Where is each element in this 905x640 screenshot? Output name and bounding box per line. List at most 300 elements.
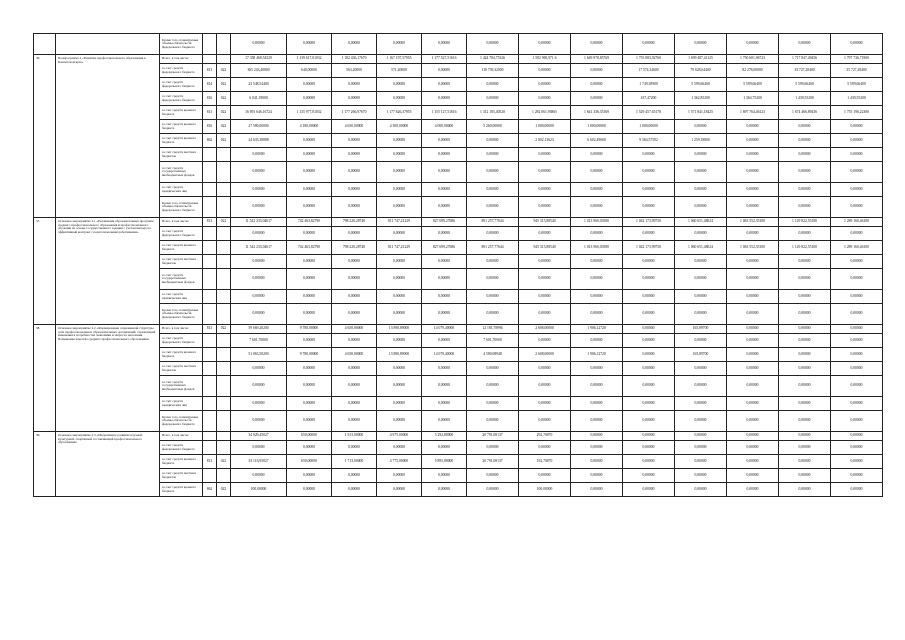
amount-cell: 0,00000 <box>779 227 831 241</box>
amount-cell: 2 608,00000 <box>519 325 571 334</box>
gr-code-cell <box>203 441 217 455</box>
amount-cell: 0,00000 <box>623 290 675 304</box>
amount-cell: 0,00000 <box>287 441 332 455</box>
amount-cell: 571,20000 <box>377 64 422 78</box>
program-code-cell: 022 <box>217 106 231 120</box>
amount-cell: 0,00000 <box>332 483 377 497</box>
amount-cell: 0,00000 <box>422 441 467 455</box>
amount-cell: 0,00000 <box>571 397 623 411</box>
amount-cell: 1 649 978,85769 <box>571 55 623 64</box>
amount-cell: 0,00000 <box>623 376 675 397</box>
amount-cell: 0,00000 <box>422 148 467 162</box>
amount-cell: 0,00000 <box>727 34 779 55</box>
amount-cell: 0,00000 <box>623 432 675 441</box>
amount-cell: 0,00000 <box>623 183 675 197</box>
gr-code-cell <box>203 334 217 348</box>
amount-cell: 1 906,12720 <box>571 325 623 334</box>
amount-cell: 4 580,08948 <box>467 348 519 362</box>
amount-cell: 0,00000 <box>422 269 467 290</box>
amount-cell: 0,00000 <box>422 134 467 148</box>
funding-source-cell: за счет средств федерального бюджета <box>160 227 203 241</box>
amount-cell: 1 177 527,51616 <box>422 55 467 64</box>
amount-cell: 1 289 160,46100 <box>831 241 883 255</box>
amount-cell: 0,00000 <box>779 134 831 148</box>
amount-cell: 1 713,00000 <box>332 455 377 469</box>
gr-code-cell <box>203 162 217 183</box>
amount-cell: 1 259,18800 <box>675 134 727 148</box>
amount-cell: 0,00000 <box>332 78 377 92</box>
amount-cell: 1 135 977,01032 <box>287 106 332 120</box>
amount-cell: 0,00000 <box>422 376 467 397</box>
amount-cell: 1 177 626,37955 <box>377 106 422 120</box>
amount-cell: 4 975,00000 <box>377 432 422 441</box>
amount-cell: 0,00000 <box>727 183 779 197</box>
gr-code-cell <box>203 348 217 362</box>
funding-source-cell: за счет средств местных бюджетов <box>160 255 203 269</box>
amount-cell: 640,00000 <box>287 64 332 78</box>
amount-cell: 0,00000 <box>571 197 623 218</box>
amount-cell: 13 890,89000 <box>377 325 422 334</box>
amount-cell: 0,00000 <box>779 162 831 183</box>
amount-cell: 0,00000 <box>231 290 287 304</box>
program-code-cell <box>217 469 231 483</box>
table-row <box>34 78 883 92</box>
amount-cell: 0,00000 <box>727 376 779 397</box>
amount-cell: 1 755 196,22300 <box>831 106 883 120</box>
table-row <box>34 483 883 497</box>
amount-cell: 1 000,00000 <box>519 120 571 134</box>
amount-cell: 2 802,13623 <box>519 134 571 148</box>
table-row <box>34 376 883 397</box>
amount-cell: 0,00000 <box>831 376 883 397</box>
amount-cell: 0,00000 <box>231 227 287 241</box>
amount-cell: 0,00000 <box>377 227 422 241</box>
amount-cell: 5 260,00000 <box>467 120 519 134</box>
amount-cell: 0,00000 <box>287 148 332 162</box>
amount-cell: 1 060 651,48024 <box>675 241 727 255</box>
table-row <box>34 162 883 183</box>
amount-cell: 0,00000 <box>831 34 883 55</box>
amount-cell: 0,00000 <box>467 227 519 241</box>
amount-cell: 11 542 233,04617 <box>231 241 287 255</box>
row-number-cell <box>34 34 56 55</box>
amount-cell: 0,00000 <box>231 376 287 397</box>
amount-cell: 0,00000 <box>675 304 727 325</box>
amount-cell: 0,00000 <box>332 269 377 290</box>
amount-cell: 0,00000 <box>422 34 467 55</box>
amount-cell: 563,20000 <box>332 64 377 78</box>
gr-code-cell <box>203 469 217 483</box>
amount-cell: 0,00000 <box>571 92 623 106</box>
amount-cell: 0,00000 <box>779 34 831 55</box>
amount-cell: 0,00000 <box>727 290 779 304</box>
amount-cell: 0,00000 <box>675 148 727 162</box>
table-row <box>34 106 883 120</box>
amount-cell: 6 602,49600 <box>571 134 623 148</box>
amount-cell: 0,00000 <box>422 197 467 218</box>
program-code-cell: 022 <box>217 120 231 134</box>
amount-cell: 0,00000 <box>831 432 883 441</box>
amount-cell: 0,00000 <box>623 148 675 162</box>
amount-cell: 1 013 960,03580 <box>571 241 623 255</box>
amount-cell: 4 650,00000 <box>332 348 377 362</box>
amount-cell: 0,00000 <box>831 441 883 455</box>
amount-cell: 0,00000 <box>571 34 623 55</box>
amount-cell: 0,00000 <box>422 227 467 241</box>
amount-cell: 0,00000 <box>675 183 727 197</box>
amount-cell: 0,00000 <box>519 197 571 218</box>
amount-cell: 0,00000 <box>571 255 623 269</box>
amount-cell: 650,00000 <box>287 432 332 441</box>
amount-cell: 292,70870 <box>519 432 571 441</box>
program-code-cell <box>217 348 231 362</box>
amount-cell: 27 580,00000 <box>231 120 287 134</box>
amount-cell: 0,00000 <box>422 397 467 411</box>
amount-cell: 82 278,00000 <box>727 64 779 78</box>
amount-cell: 0,00000 <box>422 362 467 376</box>
amount-cell: 0,00000 <box>231 304 287 325</box>
amount-cell: 0,00000 <box>675 432 727 441</box>
funding-source-cell: за счет средств федерального бюджета <box>160 78 203 92</box>
amount-cell: 0,00000 <box>422 469 467 483</box>
amount-cell: 0,00000 <box>519 162 571 183</box>
amount-cell: 0,00000 <box>779 348 831 362</box>
amount-cell: 0,00000 <box>727 325 779 334</box>
amount-cell: 0,00000 <box>287 334 332 348</box>
gr-code-cell: 862 <box>203 483 217 497</box>
amount-cell: 0,00000 <box>571 64 623 78</box>
measure-name-cell: Основное мероприятие 2.3 «Оперативное развитие научной, культурной, спортивной составляющей профессионального образования» <box>56 432 160 497</box>
amount-cell: 0,00000 <box>727 455 779 469</box>
amount-cell: 0,00000 <box>675 290 727 304</box>
funding-source-cell: за счет средств краевого бюджета <box>160 455 203 469</box>
table-body <box>34 34 883 497</box>
amount-cell: 0,00000 <box>831 411 883 432</box>
amount-cell: 0,00000 <box>287 483 332 497</box>
amount-cell: 4 180,00000 <box>287 120 332 134</box>
amount-cell: 0,00000 <box>571 432 623 441</box>
program-code-cell <box>217 55 231 64</box>
amount-cell: 0,00000 <box>332 334 377 348</box>
amount-cell: 0,00000 <box>231 255 287 269</box>
amount-cell: 165,89700 <box>675 325 727 334</box>
amount-cell: 0,00000 <box>779 362 831 376</box>
amount-cell: 0,00000 <box>831 290 883 304</box>
amount-cell: 0,00000 <box>467 162 519 183</box>
program-code-cell: 022 <box>217 78 231 92</box>
amount-cell: 0,00000 <box>727 348 779 362</box>
amount-cell: 0,00000 <box>519 78 571 92</box>
amount-cell: 0,00000 <box>779 432 831 441</box>
amount-cell: 1 282 061,93865 <box>519 106 571 120</box>
amount-cell: 5 895,80000 <box>422 455 467 469</box>
amount-cell: 1 000,00000 <box>623 120 675 134</box>
amount-cell: 1 439,55200 <box>831 92 883 106</box>
amount-cell: 0,00000 <box>571 362 623 376</box>
funding-source-cell: Кроме того, планируемые объемы обязательств федерального бюджета <box>160 304 203 325</box>
amount-cell: 1 000,00000 <box>571 120 623 134</box>
funding-source-cell: Всего, в том числе: <box>160 325 203 334</box>
amount-cell: 1 641 336,35169 <box>571 106 623 120</box>
amount-cell: 33 116,95027 <box>231 455 287 469</box>
table-row <box>34 411 883 432</box>
gr-code-cell <box>203 55 217 64</box>
gr-code-cell: 813 <box>203 455 217 469</box>
amount-cell: 827 699,27686 <box>422 241 467 255</box>
measure-name-cell: Подпрограмма 2 «Развитие профессионального образования в Камчатском крае» <box>56 55 160 218</box>
amount-cell: 0,00000 <box>779 441 831 455</box>
amount-cell: 0,00000 <box>519 92 571 106</box>
amount-cell: 0,00000 <box>571 269 623 290</box>
amount-cell: 0,00000 <box>675 162 727 183</box>
amount-cell: 0,00000 <box>332 134 377 148</box>
amount-cell: 1 060 651,48024 <box>675 218 727 227</box>
program-code-cell <box>217 362 231 376</box>
amount-cell: 0,00000 <box>727 269 779 290</box>
funding-source-cell: за счет средств федерального бюджета <box>160 92 203 106</box>
amount-cell: 0,00000 <box>519 397 571 411</box>
amount-cell: 891 257,77644 <box>467 241 519 255</box>
program-code-cell: 022 <box>217 218 231 227</box>
amount-cell: 1 182 436,17670 <box>332 55 377 64</box>
amount-cell: 1 424 784,75326 <box>467 55 519 64</box>
amount-cell: 0,00000 <box>467 362 519 376</box>
amount-cell: 0,00000 <box>571 227 623 241</box>
amount-cell: 0,00000 <box>332 255 377 269</box>
amount-cell: 1 582 969,971 6 <box>519 55 571 64</box>
funding-source-cell: за счет средств юридических лиц <box>160 397 203 411</box>
amount-cell: 34 029,45027 <box>231 432 287 441</box>
gr-code-cell <box>203 376 217 397</box>
amount-cell: 437,47200 <box>623 92 675 106</box>
gr-code-cell: 862 <box>203 134 217 148</box>
row-number-cell: 37. <box>34 218 56 325</box>
amount-cell: 0,00000 <box>623 455 675 469</box>
amount-cell: 0,00000 <box>831 183 883 197</box>
amount-cell: 0,00000 <box>332 34 377 55</box>
amount-cell: 0,00000 <box>332 162 377 183</box>
amount-cell: 0,00000 <box>779 197 831 218</box>
amount-cell: 0,00000 <box>467 78 519 92</box>
table-row <box>34 197 883 218</box>
amount-cell: 0,00000 <box>779 397 831 411</box>
table-row <box>34 183 883 197</box>
amount-cell: 0,00000 <box>519 441 571 455</box>
amount-cell: 0,00000 <box>675 441 727 455</box>
amount-cell: 0,00000 <box>779 376 831 397</box>
amount-cell: 5 599,66400 <box>675 78 727 92</box>
amount-cell: 0,00000 <box>727 162 779 183</box>
amount-cell: 0,00000 <box>332 92 377 106</box>
funding-source-cell: за счет средств государственных внебюджетных фондов <box>160 162 203 183</box>
amount-cell: 0,00000 <box>623 227 675 241</box>
amount-cell: 0,00000 <box>519 290 571 304</box>
amount-cell: 0,00000 <box>831 483 883 497</box>
amount-cell: 0,00000 <box>571 469 623 483</box>
table-row <box>34 432 883 441</box>
gr-code-cell <box>203 362 217 376</box>
amount-cell: 0,00000 <box>287 362 332 376</box>
amount-cell: 79 628,64400 <box>675 64 727 78</box>
amount-cell: 0,00000 <box>675 469 727 483</box>
amount-cell: 0,00000 <box>571 290 623 304</box>
amount-cell: 0,00000 <box>831 134 883 148</box>
amount-cell: 0,00000 <box>332 376 377 397</box>
funding-source-cell: за счет средств местных бюджетов <box>160 469 203 483</box>
table-row <box>34 269 883 290</box>
amount-cell: 0,00000 <box>422 290 467 304</box>
amount-cell: 1 155 127,51616 <box>422 106 467 120</box>
program-code-cell <box>217 334 231 348</box>
amount-cell: 0,00000 <box>675 269 727 290</box>
amount-cell: 0,00000 <box>422 255 467 269</box>
amount-cell: 0,00000 <box>727 362 779 376</box>
program-code-cell <box>217 376 231 397</box>
table-row <box>34 134 883 148</box>
amount-cell: 0,00000 <box>287 162 332 183</box>
gr-code-cell: 813 <box>203 64 217 78</box>
amount-cell: 0,00000 <box>467 411 519 432</box>
amount-cell: 0,00000 <box>779 120 831 134</box>
amount-cell: 1 177 266,97670 <box>332 106 377 120</box>
amount-cell: 6 041,19000 <box>231 92 287 106</box>
amount-cell: 1 129 822,55100 <box>779 241 831 255</box>
table-row <box>34 64 883 78</box>
amount-cell: 0,00000 <box>831 362 883 376</box>
funding-source-cell: за счет средств краевого бюджета <box>160 241 203 255</box>
gr-code-cell <box>203 227 217 241</box>
amount-cell: 0,00000 <box>467 92 519 106</box>
amount-cell: 12 181,78996 <box>467 325 519 334</box>
funding-source-cell: Всего, в том числе: <box>160 55 203 64</box>
program-code-cell <box>217 183 231 197</box>
funding-source-cell: за счет средств краевого бюджета <box>160 106 203 120</box>
amount-cell: 0,00000 <box>377 183 422 197</box>
amount-cell: 1 312 105,40520 <box>467 106 519 120</box>
amount-cell: 1 755 883,92760 <box>623 55 675 64</box>
amount-cell: 0,00000 <box>377 441 422 455</box>
amount-cell: 0,00000 <box>422 92 467 106</box>
gr-code-cell <box>203 183 217 197</box>
amount-cell: 0,00000 <box>831 334 883 348</box>
table-row <box>34 334 883 348</box>
amount-cell: 1 674 466,89436 <box>779 106 831 120</box>
amount-cell: 0,00000 <box>623 325 675 334</box>
amount-cell: 0,00000 <box>727 227 779 241</box>
table-row <box>34 304 883 325</box>
amount-cell: 1 042 173,99750 <box>623 218 675 227</box>
program-code-cell <box>217 432 231 441</box>
amount-cell: 742 463,82790 <box>287 241 332 255</box>
amount-cell: 0,00000 <box>779 483 831 497</box>
amount-cell: 11 542 233,04617 <box>231 218 287 227</box>
amount-cell: 0,00000 <box>675 397 727 411</box>
amount-cell: 0,00000 <box>377 148 422 162</box>
amount-cell: 0,00000 <box>675 362 727 376</box>
amount-cell: 0,00000 <box>571 183 623 197</box>
funding-source-cell: за счет средств государственных внебюджетных фондов <box>160 376 203 397</box>
amount-cell: 0,00000 <box>377 197 422 218</box>
amount-cell: 0,00000 <box>467 397 519 411</box>
amount-cell: 20 791,08137 <box>467 455 519 469</box>
amount-cell: 0,00000 <box>623 304 675 325</box>
gr-code-cell: 813 <box>203 218 217 227</box>
amount-cell: 0,00000 <box>377 376 422 397</box>
amount-cell: 0,00000 <box>332 304 377 325</box>
funding-source-cell: за счет средств юридических лиц <box>160 290 203 304</box>
table-row <box>34 469 883 483</box>
amount-cell: 0,00000 <box>287 469 332 483</box>
funding-source-cell: за счет средств краевого бюджета <box>160 134 203 148</box>
gr-code-cell <box>203 290 217 304</box>
gr-code-cell <box>203 397 217 411</box>
amount-cell: 0,00000 <box>377 397 422 411</box>
amount-cell: 1 042 173,99750 <box>623 241 675 255</box>
amount-cell: 0,00000 <box>727 148 779 162</box>
amount-cell: 0,00000 <box>287 78 332 92</box>
table-row <box>34 455 883 469</box>
amount-cell: 0,00000 <box>519 255 571 269</box>
amount-cell: 0,00000 <box>779 469 831 483</box>
amount-cell: 0,00000 <box>675 227 727 241</box>
amount-cell: 13 890,89000 <box>377 348 422 362</box>
amount-cell: 0,00000 <box>831 162 883 183</box>
amount-cell: 0,00000 <box>727 441 779 455</box>
amount-cell: 0,00000 <box>519 64 571 78</box>
amount-cell: 0,00000 <box>287 92 332 106</box>
program-code-cell <box>217 34 231 55</box>
amount-cell: 0,00000 <box>519 34 571 55</box>
gr-code-cell: 813 <box>203 325 217 334</box>
amount-cell: 0,00000 <box>519 304 571 325</box>
amount-cell: 0,00000 <box>231 269 287 290</box>
amount-cell: 1 571 841,18425 <box>675 106 727 120</box>
amount-cell: 0,00000 <box>377 483 422 497</box>
amount-cell: 0,00000 <box>467 469 519 483</box>
amount-cell: 0,00000 <box>467 255 519 269</box>
amount-cell: 742 463,82790 <box>287 218 332 227</box>
amount-cell: 0,00000 <box>675 334 727 348</box>
amount-cell: 1 749,38900 <box>623 78 675 92</box>
amount-cell: 0,00000 <box>377 269 422 290</box>
program-code-cell: 022 <box>217 134 231 148</box>
amount-cell: 0,00000 <box>377 304 422 325</box>
table-row <box>34 34 883 55</box>
program-code-cell: 022 <box>217 325 231 334</box>
table-row <box>34 255 883 269</box>
amount-cell: 0,00000 <box>519 362 571 376</box>
funding-source-cell: за счет средств федерального бюджета <box>160 334 203 348</box>
amount-cell: 650,00000 <box>287 455 332 469</box>
amount-cell: 35 727,28400 <box>831 64 883 78</box>
amount-cell: 1 063 552,35100 <box>727 218 779 227</box>
amount-cell: 0,00000 <box>231 362 287 376</box>
amount-cell: 0,00000 <box>727 304 779 325</box>
amount-cell: 0,00000 <box>571 334 623 348</box>
amount-cell: 811 747,21229 <box>377 241 422 255</box>
amount-cell: 0,00000 <box>623 362 675 376</box>
amount-cell: 5 599,66400 <box>727 78 779 92</box>
amount-cell: 0,00000 <box>779 411 831 432</box>
amount-cell: 0,00000 <box>519 411 571 432</box>
amount-cell: 14 079,40000 <box>422 325 467 334</box>
amount-cell: 0,00000 <box>623 441 675 455</box>
amount-cell: 0,00000 <box>231 34 287 55</box>
amount-cell: 0,00000 <box>332 183 377 197</box>
amount-cell: 0,00000 <box>467 304 519 325</box>
measure-name-cell: Основное мероприятие 2.2 «Формирование современной структуры сети профессиональных образовательных организаций, отражающей изменения в потребностях экономики и запросах населения. Повышение качества среднего профессионального образования» <box>56 325 160 432</box>
table-row <box>34 397 883 411</box>
